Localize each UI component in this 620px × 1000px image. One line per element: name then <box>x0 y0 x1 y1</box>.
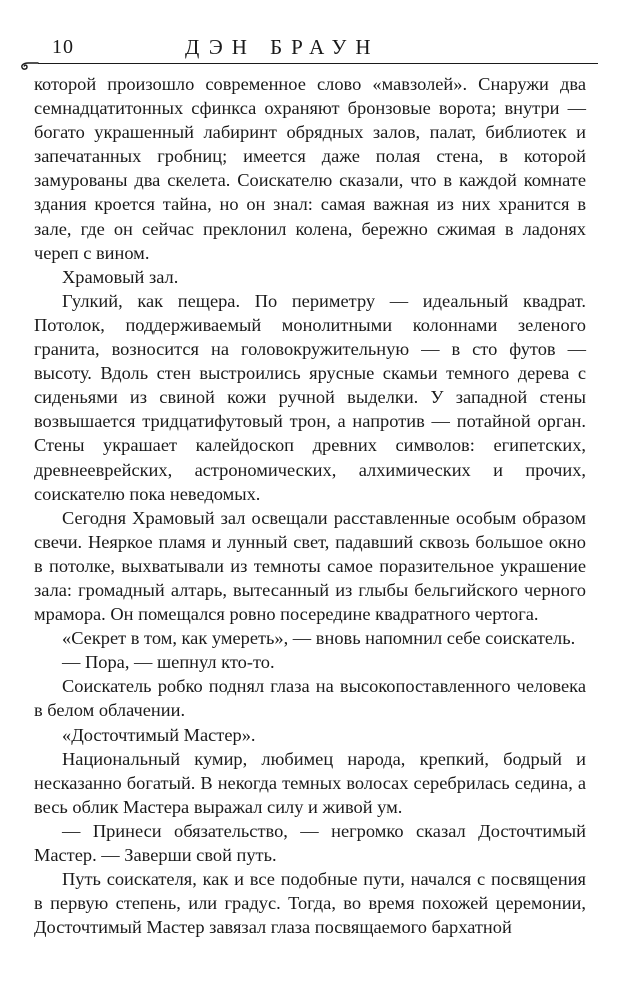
paragraph: Гулкий, как пещера. По периметру — идеальный квадрат. Потолок, поддерживаемый монолитными колоннами зеленого гранита, возносится на головокружительную — в сто футов — высоту. Вдоль стен выстроились ярусные скамьи темного дерева с сиденьями из свиной кожи ручной выделки. У западной стены возвышается тридцатифутовый трон, а напротив — потайной орган. Стены украшает калейдоскоп древних символов: египетских, древнееврейских, астрономических, алхимических и прочих, соискателю пока неведомых. <box>34 290 586 504</box>
body-text <box>34 72 586 939</box>
header-rule <box>38 63 598 64</box>
paragraph: — Пора, — шепнул кто-то. <box>62 652 275 673</box>
paragraph: «Секрет в том, как умереть», — вновь напомнил себе соискатель. <box>62 628 576 649</box>
swirl-ornament-icon <box>18 57 40 71</box>
page-header <box>0 30 620 70</box>
paragraph: «Досточтимый Мастер». <box>62 724 256 745</box>
running-head-author: ДЭН БРАУН <box>185 35 380 59</box>
paragraph: которой произошло современное слово «мавзолей». Снаружи два семнадцатитонных сфинкса охраняют бронзовые ворота; внутри — богато украшенный лабиринт обрядных залов, палат, библиотек и запечатанных гробниц; имеется даже полая стена, в которой замурованы два скелета. Соискателю сказали, что в каждой комнате здания кроется тайна, но он знал: самая важная из них хранится в зале, где он сейчас преклонил колена, бережно сжимая в ладонях череп с вином. <box>34 74 586 263</box>
paragraph: Путь соискателя, как и все подобные пути, начался с посвящения в первую степень, или градус. Тогда, во время похожей церемонии, Досточтимый Мастер завязал глаза посвящаемого бархатной <box>34 869 586 938</box>
paragraph: Сегодня Храмовый зал освещали расставленные особым образом свечи. Неяркое пламя и лунный свет, падавший сквозь большое окно в потолке, выхватывали из темноты самое поразительное украшение зала: громадный алтарь, вытесанный из глыбы бельгийского черного мрамора. Он помещался ровно посередине квадратного чертога. <box>34 507 586 625</box>
paragraph: Национальный кумир, любимец народа, крепкий, бодрый и несказанно богатый. В некогда темных волосах серебрилась седина, а весь облик Мастера выражал силу и живой ум. <box>34 748 586 817</box>
paragraph: Соискатель робко поднял глаза на высокопоставленного человека в белом облачении. <box>34 676 586 721</box>
paragraph: Храмовый зал. <box>62 266 179 287</box>
page-number: 10 <box>52 36 74 58</box>
paragraph: — Принеси обязательство, — негромко сказал Досточтимый Мастер. — Заверши свой путь. <box>34 820 586 865</box>
